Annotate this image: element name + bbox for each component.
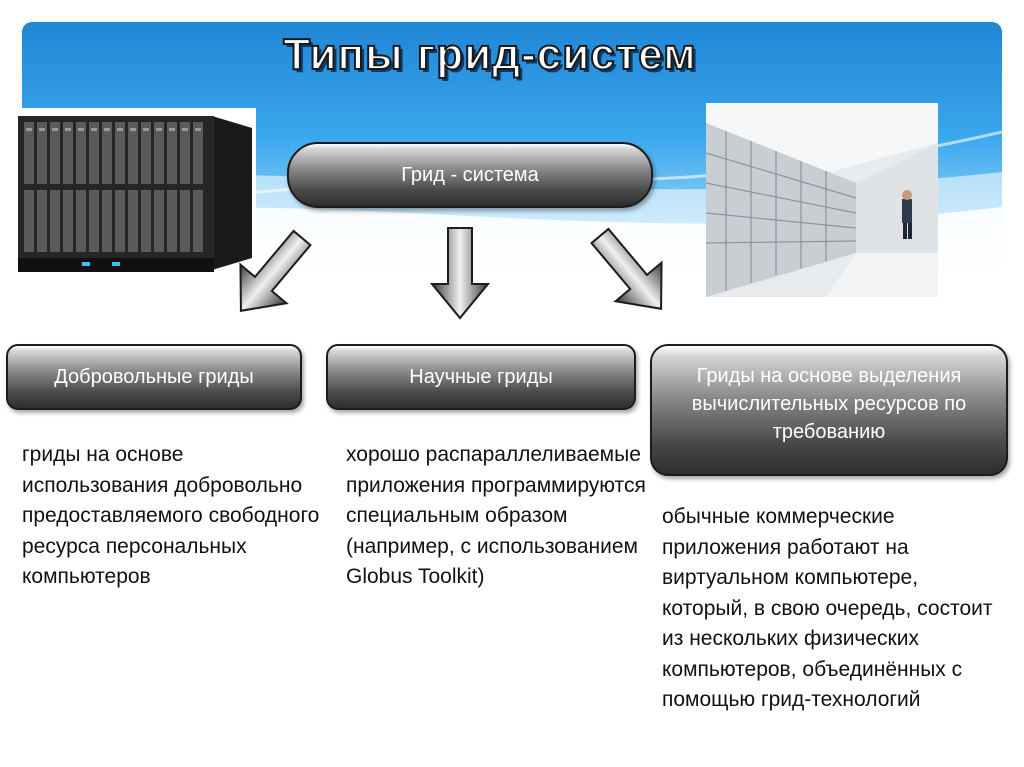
volunteer-grids-description: гриды на основе использования добровольно предоставляемого свободного ресурса персональных компьютеров (22, 443, 320, 588)
on-demand-grids-description: обычные коммерческие приложения работают на виртуальном компьютере, который, в свою очередь, состоит из нескольких физических компьютеров, объединённых с помощью грид-технологий (662, 505, 993, 711)
grid-system-label: Грид - система (401, 164, 539, 186)
on-demand-grids-label: Гриды на основе выделения вычислительных ресурсов по требованию (691, 365, 967, 443)
scientific-grids-label: Научные гриды (409, 366, 553, 388)
volunteer-grids-label: Добровольные гриды (54, 366, 254, 388)
volunteer-grids-node (6, 344, 302, 410)
on-demand-grids-node (650, 344, 1008, 476)
server-rack-icon (12, 108, 256, 284)
scientific-grids-node (326, 344, 636, 410)
datacenter-icon (706, 103, 938, 297)
grid-system-node (287, 142, 653, 208)
page-title: Типы грид-систем (283, 30, 697, 79)
scientific-grids-description: хорошо распараллеливаемые приложения программируются специальным образом (например, с использованием Globus Toolkit) (346, 443, 646, 588)
